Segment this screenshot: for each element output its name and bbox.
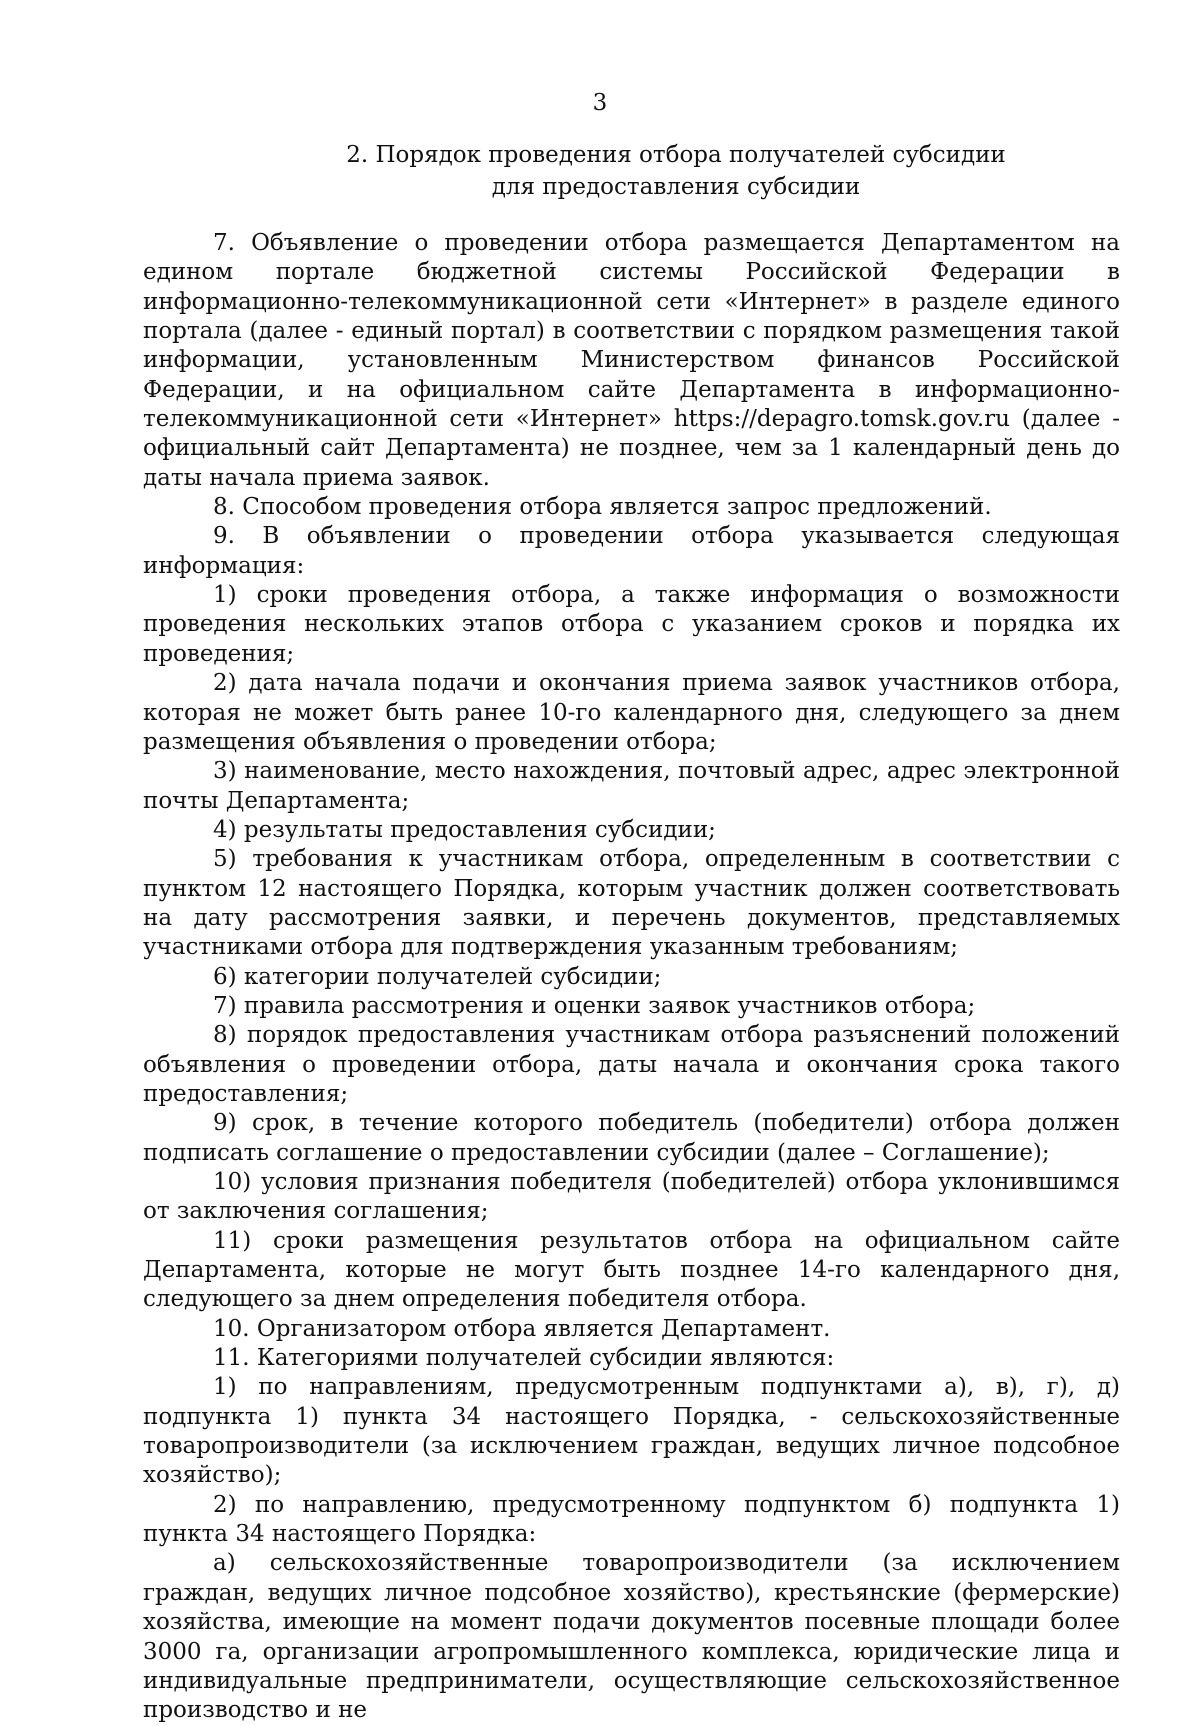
document-body (143, 229, 1120, 1726)
section-heading-line-1: 2. Порядок проведения отбора получателей субсидии (346, 142, 1006, 168)
paragraph-9-item-7: 7) правила рассмотрения и оценки заявок участников отбора; (213, 992, 976, 1019)
paragraph-9-item-9: 9) срок, в течение которого победитель (победители) отбора должен подписать соглашение о предоставлении субсидии (далее – Соглашение); (143, 1110, 1120, 1166)
paragraph-9-item-5: 5) требования к участникам отбора, определенным в соответствии с пунктом 12 настоящего Порядка, которым участник должен соответствовать на дату рассмотрения заявки, и перечень документов, представляемых участниками отбора для подтверждения указанным требованиям; (143, 846, 1120, 961)
paragraph-11: 11. Категориями получателей субсидии являются: (213, 1345, 835, 1372)
paragraph-9-item-3: 3) наименование, место нахождения, почтовый адрес, адрес электронной почты Департамента; (143, 758, 1120, 814)
section-heading (147, 139, 1200, 203)
paragraph-7: 7. Объявление о проведении отбора размещается Департаментом на едином портале бюджетной системы Российской Федерации в информационно-телекоммуникационной сети «Интернет» в разделе единого портала (далее - единый портал) в соответствии с порядком размещения такой информации, установленным Министерством финансов Российской Федерации, и на официальном сайте Департамента в информационно-телекоммуникационной сети «Интернет» https://depagro.tomsk.gov.ru (далее - официальный сайт Департамента) не позднее, чем за 1 календарный день до даты начала приема заявок. (143, 230, 1120, 491)
paragraph-9-item-8: 8) порядок предоставления участникам отбора разъяснений положений объявления о проведении отбора, даты начала и окончания срока такого предоставления; (143, 1022, 1120, 1107)
paragraph-9-item-2: 2) дата начала подачи и окончания приема заявок участников отбора, которая не может быть ранее 10-го календарного дня, следующего за днем размещения объявления о проведении отбора; (143, 670, 1120, 755)
paragraph-9-item-4: 4) результаты предоставления субсидии; (213, 816, 716, 843)
page-number: 3 (592, 90, 608, 116)
paragraph-11-item-2-a: а) сельскохозяйственные товаропроизводители (за исключением граждан, ведущих личное подсобное хозяйство), крестьянские (фермерские) хозяйства, имеющие на момент подачи документов посевные площади более 3000 га, организации агропромышленного комплекса, юридические лица и индивидуальные предприниматели, осуществляющие сельскохозяйственное производство и не (143, 1550, 1120, 1724)
paragraph-9-item-10: 10) условия признания победителя (победителей) отбора уклонившимся от заключения соглашения; (143, 1169, 1120, 1225)
paragraph-11-item-1: 1) по направлениям, предусмотренным подпунктами а), в), г), д) подпункта 1) пункта 34 настоящего Порядка, - сельскохозяйственные товаропроизводители (за исключением граждан, ведущих личное подсобное хозяйство); (143, 1374, 1120, 1489)
paragraph-8: 8. Способом проведения отбора является запрос предложений. (213, 494, 992, 521)
paragraph-9-item-11: 11) сроки размещения результатов отбора на официальном сайте Департамента, которые не могут быть позднее 14-го календарного дня, следующего за днем определения победителя отбора. (143, 1227, 1120, 1313)
paragraph-10: 10. Организатором отбора является Департамент. (213, 1315, 831, 1342)
section-heading-line-2: для предоставления субсидии (491, 174, 861, 200)
paragraph-11-item-2: 2) по направлению, предусмотренному подпунктом б) подпункта 1) пункта 34 настоящего Порядка: (143, 1491, 1120, 1548)
paragraph-9-item-6: 6) категории получателей субсидии; (213, 963, 662, 990)
paragraph-9: 9. В объявлении о проведении отбора указывается следующая информация: (143, 523, 1120, 579)
paragraph-9-item-1: 1) сроки проведения отбора, а также информация о возможности проведения нескольких этапов отбора с указанием сроков и порядка их проведения; (143, 582, 1120, 667)
